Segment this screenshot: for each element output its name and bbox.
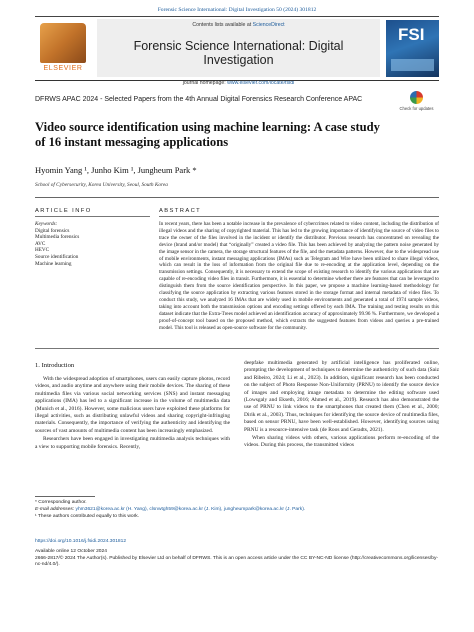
email-addresses[interactable]: yhm3621@korea.ac.kr (H. Yang), clsnwtgh59@korea.ac.kr (J. Kim), jungheumpark@korea.ac.kr (J. Park). (75, 506, 306, 512)
body-text (244, 360, 439, 450)
journal-masthead (35, 16, 439, 86)
footnotes (35, 500, 439, 520)
homepage-link[interactable]: www.elsevier.com/locate/fsidi (227, 80, 295, 86)
body-right-column (244, 360, 439, 451)
keyword-item: Digital forensics (35, 227, 70, 234)
paragraph: Researchers have been engaged in investigating multimedia analysis techniques with a view to supporting mobile forensics. Recently, (35, 436, 230, 450)
homepage-prefix: journal homepage: (182, 80, 228, 86)
keyword-item: HEVC (35, 247, 50, 254)
affiliation: School of Cybersecurity, Korea University, Seoul, South Korea (35, 182, 168, 188)
abstract-bottom-rule (35, 348, 439, 349)
availability-date: Available online 12 October 2024 (35, 549, 107, 554)
article-title: Video source identification using machine learning: A case study of 16 instant messaging applications (35, 120, 380, 149)
paragraph: With the widespread adoption of smartphones, users can easily capture photos, record videos, and audio anytime and anywhere using their mobile devices. The sharing of these multimedia files via various social networking services (SNS) and instant messaging applications (IMA) has led to a significant increase in the volume of multimedia data (Munich et al., 2016). However, some malicious users have exploited these platforms for illegal activities, such as distributing unlawful videos and sharing copyright-infringing materials. Consequently, the importance of verifying the authenticity and identifying the sources of vast amounts of multimedia content has been increasingly emphasized. (35, 376, 230, 434)
abstract-rule (159, 216, 439, 217)
journal-reference[interactable]: Forensic Science International: Digital Investigation 50 (2024) 301812 (157, 7, 317, 13)
check-for-updates-button[interactable] (394, 91, 439, 121)
keyword-item: Machine learning (35, 260, 72, 267)
crossmark-icon (410, 91, 423, 104)
body-left-column (35, 362, 230, 452)
abstract-heading: ABSTRACT (159, 208, 202, 214)
corresponding-author-note: * Corresponding author. (35, 500, 87, 505)
contents-line (97, 22, 380, 28)
elsevier-tree-icon (40, 23, 86, 63)
masthead-top-rule (35, 16, 439, 17)
footnote-rule (35, 496, 95, 497)
masthead-bottom-rule (35, 80, 439, 81)
email-label: E-mail addresses: (35, 506, 76, 512)
keywords-block (35, 221, 150, 267)
paragraph: deepfake multimedia generated by artificial intelligence has proliferated online, prompting the development of techniques to determine the authenticity of such data (Saiz and Ribeiro, 2024; Li et al., 2023). In addition, significant research has been conducted on the subject of Photo Response Non-Uniformity (PRNU) to identify the source device of images and employing image metadata to determine the editing software used (Lowsgaly and Ekseth, 2016; Ahmed et al., 2019). Research has also demonstrated the use of PRNU to link videos to the smartphones that created them (Chen et al., 2000; Dirik et al., 2003). Thus, techniques for identifying the source device of multimedia files, based on sensor PRNU, have been well-established. However, identifying sources using PRNU is a resource-intensive task (de Roos and Geradts, 2021). (244, 360, 439, 433)
keywords-label: Keywords: (35, 221, 58, 227)
journal-title: Forensic Science International: Digital Investigation (133, 39, 344, 67)
article-info-rule (35, 216, 150, 217)
email-note (35, 507, 439, 514)
publisher-name: ELSEVIER (43, 65, 83, 72)
keyword-item: Source identification (35, 253, 79, 260)
keyword-item: Multimedia forensics (35, 234, 80, 241)
abstract-text: In recent years, there has been a notable increase in the prevalence of cybercrimes related to video content, including the distribution of illegal videos and the sharing of copyrighted material. This has led to the growing importance of identifying the source of video files to trace the owner of the files involved in the incident or identify the distributor. Previous research has concentrated on revealing the device (brand and/or model) that “originally” created a video file. This has been achieved by analyzing the pattern noise generated by the image sensor in the camera, the storage structural features of the file, and the metadata patterns. However, due to the widespread use of mobile environments, instant messaging applications (IMAs) such as Telegram and Wire have been utilized to share illegal videos, which can result in the loss of information from the original file due to re-encoding at the application level, depending on the transmission settings. Consequently, it is necessary to extend the scope of existing research to identify the various applications that are capable of re-encoding video files in transit. Furthermore, it is essential to determine whether there are features that can be leveraged to distinguish them from the source identification perspective. In this paper, we propose a machine learning-based methodology for classifying the source application by extracting various features stored in the storage format and internal metadata of video files. To conduct this study, we analyzed 16 IMAs that are widely used in mobile environments and generated a total of 1974 sample videos, taking into account both the transmission options and encoding settings offered by each IMA. The training and testing results on this dataset indicate that the Extra-Trees model achieved an identification accuracy of approximately 99.96 %. Furthermore, we developed a proof-of-concept tool based on the proposed method, which extracts the suggested features from videos and queries a pre-trained model. This tool is released as open-source software for the community. (159, 221, 439, 331)
author-list[interactable]: Hyomin Yang ¹, Junho Kim ¹, Jungheum Park * (35, 165, 197, 175)
special-issue-line: DFRWS APAC 2024 - Selected Papers from the 4th Annual Digital Forensics Research Conference APAC (35, 96, 363, 103)
copyright-notice: 2666-2817/© 2024 The Author(s). Published by Elsevier Ltd on behalf of DFRWS. This is an open access article under the CC BY-NC-ND license (http://creativecommons.org/licenses/by-nc-nd/4.0/). (35, 556, 439, 568)
keyword-item: AVC (35, 240, 46, 247)
equal-contribution-note: ¹ These authors contributed equally to this work. (35, 513, 140, 519)
contents-prefix: Contents lists available at (192, 22, 253, 28)
cover-graphic (391, 59, 434, 71)
check-for-updates-label: Check for updates (399, 106, 434, 111)
elsevier-logo[interactable] (37, 23, 89, 75)
sciencedirect-link[interactable]: ScienceDirect (252, 22, 285, 28)
article-info-heading: ARTICLE INFO (35, 208, 92, 214)
header-divider (35, 197, 439, 198)
journal-cover-image[interactable] (386, 20, 439, 77)
body-text (35, 376, 230, 451)
doi-link[interactable]: https://doi.org/10.1016/j.fsidi.2024.301812 (35, 539, 127, 544)
masthead-center (97, 19, 380, 86)
paragraph: When sharing videos with others, various applications perform re-encoding of the videos. During this process, the transmitted videos (244, 435, 439, 449)
cover-title: FSI (398, 25, 425, 44)
section-heading: 1. Introduction (35, 362, 75, 369)
